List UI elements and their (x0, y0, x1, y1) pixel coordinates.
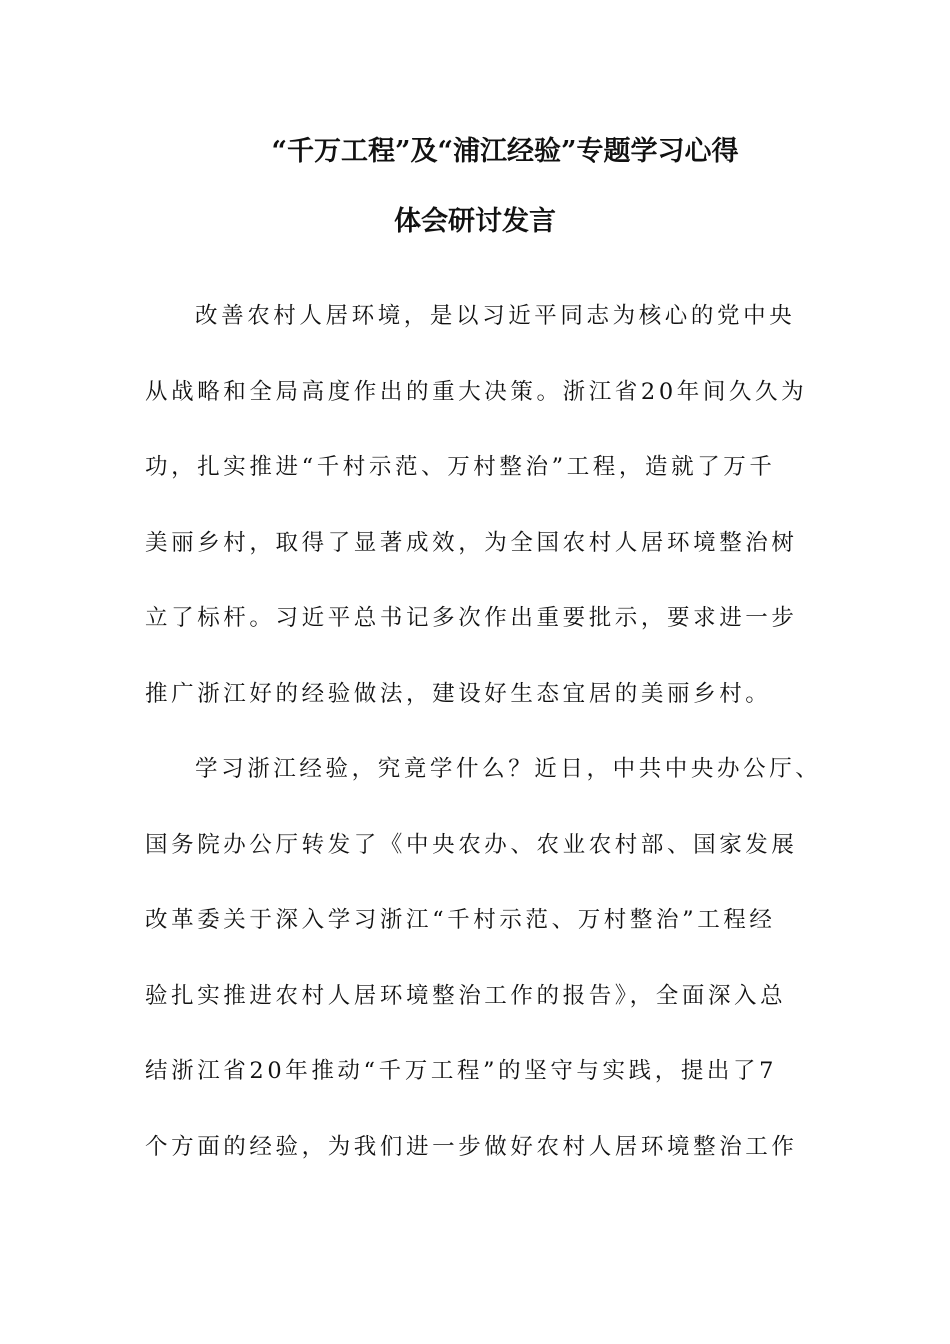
document-title-line-1: “千万工程”及“浦江经验”专题学习心得 (271, 136, 739, 167)
paragraph-line: 推广浙江好的经验做法，建设好生态宜居的美丽乡村。 (145, 680, 772, 707)
paragraph-line: 从战略和全局高度作出的重大决策。浙江省20年间久久为 (145, 378, 808, 405)
paragraph-line: 学习浙江经验，究竟学什么？近日，中共中央办公厅、 (195, 756, 822, 782)
paragraph-2 (145, 743, 822, 1196)
paragraph-line: 验扎实推进农村人居环境整治工作的报告》，全面深入总 (145, 982, 787, 1009)
paragraph-line: 改革委关于深入学习浙江“千村示范、万村整治”工程经 (145, 907, 776, 933)
document-body (145, 290, 822, 1196)
paragraph-line: 美丽乡村，取得了显著成效，为全国农村人居环境整治树 (145, 529, 798, 556)
paragraph-line: 个方面的经验，为我们进一步做好农村人居环境整治工作 (145, 1133, 798, 1160)
paragraph-line: 功，扎实推进“千村示范、万村整治”工程，造就了万千 (145, 454, 776, 480)
paragraph-1 (145, 290, 808, 743)
paragraph-line: 立了标杆。习近平总书记多次作出重要批示，要求进一步 (145, 605, 798, 631)
document-title-line-2: 体会研讨发言 (394, 206, 556, 237)
paragraph-line: 国务院办公厅转发了《中央农办、农业农村部、国家发展 (145, 831, 798, 858)
paragraph-line: 结浙江省20年推动“千万工程”的坚守与实践，提出了7 (145, 1058, 778, 1084)
paragraph-line: 改善农村人居环境，是以习近平同志为核心的党中央 (195, 303, 796, 329)
